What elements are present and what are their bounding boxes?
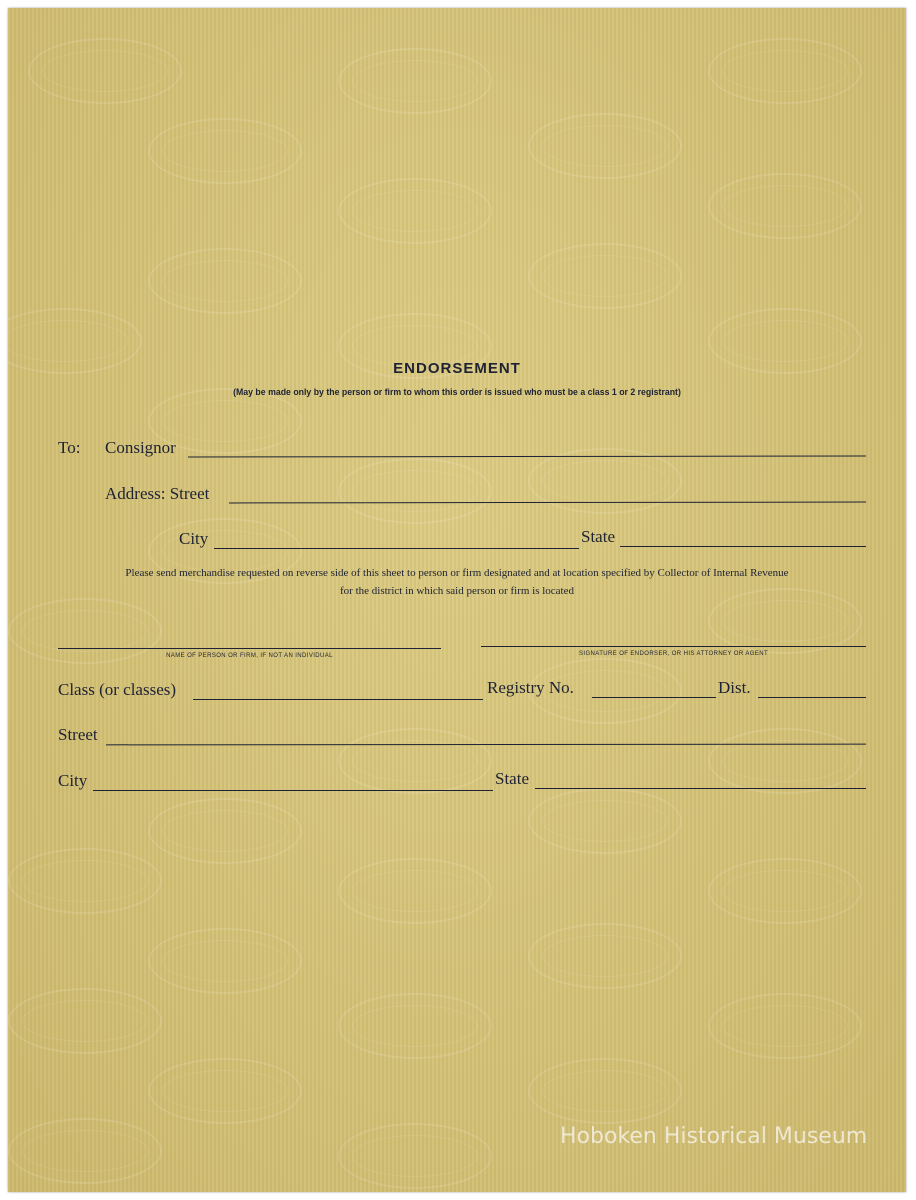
district-label: Dist. (718, 678, 751, 697)
form-subtitle: (May be made only by the person or firm to whom this order is issued who must be a class 1 or 2 registrant) (233, 387, 681, 398)
background-seal-pattern (708, 588, 862, 654)
background-seal-pattern (338, 48, 492, 114)
class-label: Class (or classes) (58, 680, 177, 699)
background-seal-pattern (528, 448, 682, 514)
background-seal-pattern (708, 993, 862, 1059)
background-seal-pattern (338, 858, 492, 924)
to-label: To: (58, 438, 81, 457)
city-label: City (58, 771, 88, 790)
background-seal-pattern (708, 173, 862, 239)
consignor-field[interactable] (188, 456, 866, 458)
background-seal-pattern (8, 1118, 162, 1184)
instruction-line-2: for the district in which said person or firm is located (340, 585, 574, 597)
instruction-line-1: Please send merchandise requested on reverse side of this sheet to person or firm designated and at location specified by Collector of Internal Revenue (125, 567, 789, 579)
background-seal-pattern (528, 113, 682, 179)
background-seal-pattern (338, 178, 492, 244)
state-field[interactable] (535, 788, 866, 789)
address-street-label: Address: Street (105, 484, 210, 503)
registry-number-label: Registry No. (487, 678, 574, 697)
district-field[interactable] (758, 697, 866, 698)
background-seal-pattern (148, 118, 302, 184)
background-seal-pattern (528, 243, 682, 309)
background-seal-pattern (338, 993, 492, 1059)
consignor-city-label: City (179, 529, 209, 548)
form-title: ENDORSEMENT (393, 360, 521, 377)
city-field[interactable] (93, 790, 493, 791)
name-of-person-caption: NAME OF PERSON OR FIRM, IF NOT AN INDIVIDUAL (166, 653, 333, 659)
consignor-state-field[interactable] (620, 546, 866, 547)
background-seal-pattern (528, 1058, 682, 1124)
background-seal-pattern (148, 928, 302, 994)
consignor-city-field[interactable] (214, 548, 579, 549)
background-seal-pattern (708, 858, 862, 924)
background-seal-pattern (148, 1058, 302, 1124)
name-of-person-field[interactable] (58, 648, 441, 649)
background-seal-pattern (148, 798, 302, 864)
background-seal-pattern (148, 248, 302, 314)
form-sheet (8, 8, 906, 1192)
background-seal-pattern (338, 458, 492, 524)
museum-watermark: Hoboken Historical Museum (560, 1124, 868, 1149)
background-seal-pattern (528, 923, 682, 989)
signature-caption: SIGNATURE OF ENDORSER, OR HIS ATTORNEY OR AGENT (578, 651, 769, 657)
background-seal-pattern (28, 38, 182, 104)
registry-number-field[interactable] (592, 697, 716, 698)
class-field[interactable] (193, 699, 483, 700)
signature-field[interactable] (481, 646, 866, 647)
background-seal-pattern (708, 728, 862, 794)
background-seal-pattern (8, 988, 162, 1054)
background-seal-pattern (708, 38, 862, 104)
background-seal-pattern (8, 848, 162, 914)
background-seal-pattern (528, 788, 682, 854)
state-label: State (495, 769, 529, 788)
background-seal-pattern (338, 1123, 492, 1189)
consignor-label: Consignor (105, 438, 176, 457)
consignor-state-label: State (581, 527, 615, 546)
street-label: Street (58, 725, 98, 744)
background-seal-pattern (338, 728, 492, 794)
